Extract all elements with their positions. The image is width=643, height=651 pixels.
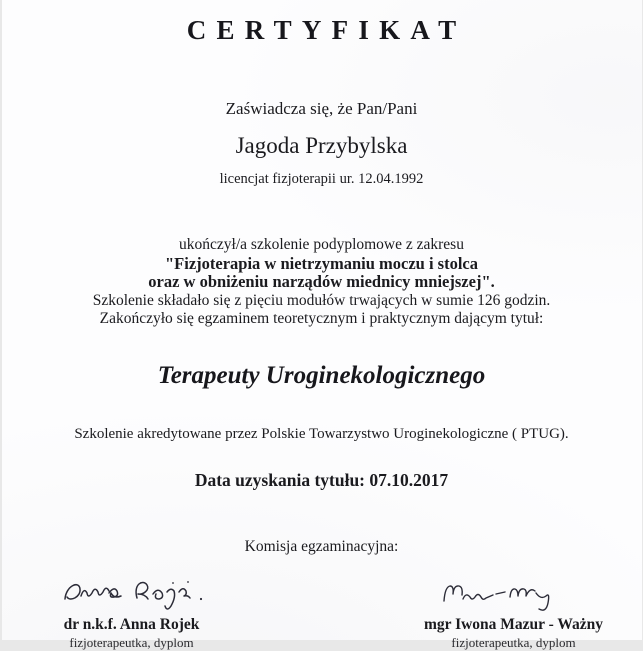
- accreditation-text: Szkolenie akredytowane przez Polskie Towarzystwo Uroginekologiczne ( PTUG).: [2, 426, 642, 443]
- course-description: [2, 236, 642, 329]
- signer-role-iwona-mazur-wazny: fizjoterapeutka, dyplom: [384, 635, 643, 651]
- course-line-2: "Fizjoterapia w nietrzymaniu moczu i stolca: [2, 255, 642, 274]
- awarded-title: Terapeuty Uroginekologicznego: [2, 362, 642, 390]
- course-line-5: Zakończyło się egzaminem teoretycznym i praktycznym dającym tytuł:: [2, 310, 642, 329]
- signer-name-iwona-mazur-wazny: mgr Iwona Mazur - Ważny: [384, 616, 643, 634]
- certificate-document: [2, 0, 642, 640]
- handwritten-signature-iwona-mazur-wazny: [430, 577, 585, 617]
- title-date: Data uzyskania tytułu: 07.10.2017: [2, 470, 642, 491]
- course-line-3: oraz w obniżeniu narządów miednicy mniejszej".: [2, 273, 642, 292]
- recipient-details: licencjat fizjoterapii ur. 12.04.1992: [2, 171, 642, 188]
- recipient-name: Jagoda Przybylska: [2, 133, 642, 159]
- course-line-4: Szkolenie składało się z pięciu modułów trwających w sumie 126 godzin.: [2, 292, 642, 311]
- course-line-1: ukończył/a szkolenie podyplomowe z zakresu: [2, 236, 642, 255]
- handwritten-signature-anna-rojek: [57, 571, 217, 617]
- intro-text: Zaświadcza się, że Pan/Pani: [2, 99, 642, 119]
- committee-heading: Komisja egzaminacyjna:: [2, 538, 642, 556]
- signer-role-anna-rojek: fizjoterapeutka, dyplom: [12, 635, 252, 651]
- certificate-title: CERTYFIKAT: [2, 15, 642, 46]
- signer-name-anna-rojek: dr n.k.f. Anna Rojek: [12, 616, 252, 634]
